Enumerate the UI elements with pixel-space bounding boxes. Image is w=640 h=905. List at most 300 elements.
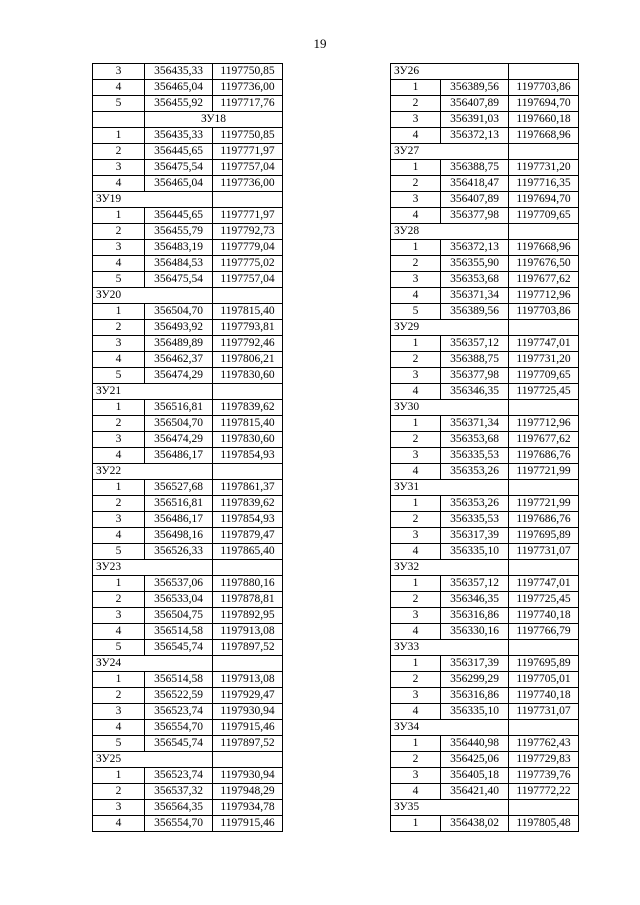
point-number-cell: 2 bbox=[93, 496, 145, 512]
y-coordinate-cell: 1197771,97 bbox=[213, 208, 283, 224]
parcel-label: ЗУ30 bbox=[391, 400, 509, 416]
parcel-header-row bbox=[93, 112, 283, 128]
table-row bbox=[93, 64, 283, 80]
table-row bbox=[93, 608, 283, 624]
parcel-label: ЗУ32 bbox=[391, 560, 509, 576]
table-row bbox=[391, 384, 579, 400]
y-coordinate-cell: 1197792,46 bbox=[213, 336, 283, 352]
table-row bbox=[391, 528, 579, 544]
x-coordinate-cell: 356335,10 bbox=[441, 544, 509, 560]
y-coordinate-cell: 1197930,94 bbox=[213, 768, 283, 784]
point-number-cell: 4 bbox=[391, 624, 441, 640]
y-coordinate-cell: 1197792,73 bbox=[213, 224, 283, 240]
y-coordinate-cell: 1197712,96 bbox=[509, 416, 579, 432]
table-row bbox=[93, 160, 283, 176]
x-coordinate-cell: 356405,18 bbox=[441, 768, 509, 784]
y-coordinate-cell: 1197948,29 bbox=[213, 784, 283, 800]
x-coordinate-cell: 356522,59 bbox=[145, 688, 213, 704]
empty-cell bbox=[509, 144, 579, 160]
y-coordinate-cell: 1197747,01 bbox=[509, 576, 579, 592]
table-row bbox=[93, 480, 283, 496]
y-coordinate-cell: 1197709,65 bbox=[509, 208, 579, 224]
table-row bbox=[93, 208, 283, 224]
table-row bbox=[93, 736, 283, 752]
point-number-cell: 3 bbox=[391, 688, 441, 704]
x-coordinate-cell: 356504,70 bbox=[145, 416, 213, 432]
x-coordinate-cell: 356475,54 bbox=[145, 272, 213, 288]
y-coordinate-cell: 1197736,00 bbox=[213, 80, 283, 96]
point-number-cell: 1 bbox=[391, 816, 441, 832]
point-number-cell: 1 bbox=[391, 160, 441, 176]
x-coordinate-cell: 356455,79 bbox=[145, 224, 213, 240]
table-row bbox=[93, 128, 283, 144]
y-coordinate-cell: 1197805,48 bbox=[509, 816, 579, 832]
table-row bbox=[391, 80, 579, 96]
x-coordinate-cell: 356438,02 bbox=[441, 816, 509, 832]
y-coordinate-cell: 1197750,85 bbox=[213, 64, 283, 80]
coordinates-table-right bbox=[390, 63, 579, 832]
y-coordinate-cell: 1197716,35 bbox=[509, 176, 579, 192]
x-coordinate-cell: 356353,68 bbox=[441, 272, 509, 288]
point-number-cell: 4 bbox=[93, 80, 145, 96]
x-coordinate-cell: 356391,03 bbox=[441, 112, 509, 128]
y-coordinate-cell: 1197793,81 bbox=[213, 320, 283, 336]
table-row bbox=[391, 592, 579, 608]
table-row bbox=[391, 448, 579, 464]
parcel-header-row bbox=[391, 720, 579, 736]
y-coordinate-cell: 1197668,96 bbox=[509, 128, 579, 144]
point-number-cell: 4 bbox=[391, 544, 441, 560]
parcel-header-row bbox=[391, 560, 579, 576]
point-number-cell: 1 bbox=[391, 336, 441, 352]
table-row bbox=[93, 224, 283, 240]
x-coordinate-cell: 356516,81 bbox=[145, 400, 213, 416]
point-number-cell: 1 bbox=[391, 656, 441, 672]
x-coordinate-cell: 356465,04 bbox=[145, 80, 213, 96]
x-coordinate-cell: 356554,70 bbox=[145, 816, 213, 832]
parcel-label: ЗУ25 bbox=[93, 752, 213, 768]
x-coordinate-cell: 356440,98 bbox=[441, 736, 509, 752]
y-coordinate-cell: 1197861,37 bbox=[213, 480, 283, 496]
y-coordinate-cell: 1197880,16 bbox=[213, 576, 283, 592]
parcel-label: ЗУ19 bbox=[93, 192, 213, 208]
table-row bbox=[391, 128, 579, 144]
point-number-cell: 2 bbox=[391, 432, 441, 448]
y-coordinate-cell: 1197703,86 bbox=[509, 80, 579, 96]
x-coordinate-cell: 356465,04 bbox=[145, 176, 213, 192]
y-coordinate-cell: 1197677,62 bbox=[509, 272, 579, 288]
table-row bbox=[391, 704, 579, 720]
y-coordinate-cell: 1197815,40 bbox=[213, 304, 283, 320]
x-coordinate-cell: 356445,65 bbox=[145, 144, 213, 160]
table-row bbox=[391, 768, 579, 784]
point-number-cell: 2 bbox=[93, 688, 145, 704]
x-coordinate-cell: 356346,35 bbox=[441, 592, 509, 608]
y-coordinate-cell: 1197854,93 bbox=[213, 448, 283, 464]
x-coordinate-cell: 356418,47 bbox=[441, 176, 509, 192]
x-coordinate-cell: 356330,16 bbox=[441, 624, 509, 640]
y-coordinate-cell: 1197913,08 bbox=[213, 672, 283, 688]
y-coordinate-cell: 1197879,47 bbox=[213, 528, 283, 544]
table-row bbox=[93, 336, 283, 352]
table-row bbox=[391, 272, 579, 288]
coordinates-table-left bbox=[92, 63, 283, 832]
x-coordinate-cell: 356533,04 bbox=[145, 592, 213, 608]
table-row bbox=[93, 320, 283, 336]
y-coordinate-cell: 1197897,52 bbox=[213, 736, 283, 752]
x-coordinate-cell: 356537,06 bbox=[145, 576, 213, 592]
y-coordinate-cell: 1197830,60 bbox=[213, 432, 283, 448]
table-row bbox=[93, 96, 283, 112]
point-number-cell: 3 bbox=[391, 768, 441, 784]
x-coordinate-cell: 356335,53 bbox=[441, 448, 509, 464]
x-coordinate-cell: 356372,13 bbox=[441, 128, 509, 144]
point-number-cell: 4 bbox=[93, 448, 145, 464]
point-number-cell: 2 bbox=[391, 752, 441, 768]
x-coordinate-cell: 356299,29 bbox=[441, 672, 509, 688]
point-number-cell: 2 bbox=[391, 512, 441, 528]
point-number-cell: 1 bbox=[93, 672, 145, 688]
table-row bbox=[391, 336, 579, 352]
point-number-cell: 3 bbox=[391, 368, 441, 384]
y-coordinate-cell: 1197913,08 bbox=[213, 624, 283, 640]
table-row bbox=[391, 816, 579, 832]
point-number-cell: 4 bbox=[391, 208, 441, 224]
x-coordinate-cell: 356514,58 bbox=[145, 672, 213, 688]
x-coordinate-cell: 356389,56 bbox=[441, 304, 509, 320]
table-row bbox=[391, 544, 579, 560]
table-row bbox=[93, 720, 283, 736]
point-number-cell: 3 bbox=[93, 608, 145, 624]
x-coordinate-cell: 356462,37 bbox=[145, 352, 213, 368]
x-coordinate-cell: 356445,65 bbox=[145, 208, 213, 224]
point-number-cell: 4 bbox=[93, 528, 145, 544]
y-coordinate-cell: 1197731,20 bbox=[509, 352, 579, 368]
y-coordinate-cell: 1197930,94 bbox=[213, 704, 283, 720]
y-coordinate-cell: 1197762,43 bbox=[509, 736, 579, 752]
x-coordinate-cell: 356526,33 bbox=[145, 544, 213, 560]
y-coordinate-cell: 1197660,18 bbox=[509, 112, 579, 128]
table-row bbox=[391, 752, 579, 768]
point-number-cell: 2 bbox=[93, 144, 145, 160]
y-coordinate-cell: 1197695,89 bbox=[509, 656, 579, 672]
table-row bbox=[93, 80, 283, 96]
x-coordinate-cell: 356335,53 bbox=[441, 512, 509, 528]
x-coordinate-cell: 356371,34 bbox=[441, 416, 509, 432]
parcel-header-row bbox=[93, 560, 283, 576]
y-coordinate-cell: 1197694,70 bbox=[509, 96, 579, 112]
point-number-cell: 3 bbox=[93, 160, 145, 176]
empty-cell bbox=[93, 112, 145, 128]
y-coordinate-cell: 1197731,07 bbox=[509, 544, 579, 560]
table-row bbox=[391, 512, 579, 528]
table-row bbox=[93, 544, 283, 560]
y-coordinate-cell: 1197695,89 bbox=[509, 528, 579, 544]
point-number-cell: 1 bbox=[93, 576, 145, 592]
x-coordinate-cell: 356489,89 bbox=[145, 336, 213, 352]
empty-cell bbox=[213, 192, 283, 208]
point-number-cell: 2 bbox=[93, 592, 145, 608]
parcel-label: ЗУ21 bbox=[93, 384, 213, 400]
x-coordinate-cell: 356353,68 bbox=[441, 432, 509, 448]
table-row bbox=[93, 640, 283, 656]
empty-cell bbox=[509, 720, 579, 736]
page-number: 19 bbox=[313, 36, 327, 51]
point-number-cell: 4 bbox=[391, 784, 441, 800]
parcel-label: ЗУ22 bbox=[93, 464, 213, 480]
point-number-cell: 2 bbox=[391, 176, 441, 192]
table-row bbox=[391, 160, 579, 176]
point-number-cell: 5 bbox=[93, 96, 145, 112]
table-row bbox=[391, 688, 579, 704]
table-row bbox=[391, 496, 579, 512]
table-row bbox=[93, 704, 283, 720]
y-coordinate-cell: 1197775,02 bbox=[213, 256, 283, 272]
parcel-label: ЗУ34 bbox=[391, 720, 509, 736]
y-coordinate-cell: 1197772,22 bbox=[509, 784, 579, 800]
x-coordinate-cell: 356484,53 bbox=[145, 256, 213, 272]
parcel-header-row bbox=[93, 464, 283, 480]
x-coordinate-cell: 356483,19 bbox=[145, 240, 213, 256]
parcel-header-row bbox=[93, 656, 283, 672]
x-coordinate-cell: 356316,86 bbox=[441, 688, 509, 704]
y-coordinate-cell: 1197747,01 bbox=[509, 336, 579, 352]
point-number-cell: 1 bbox=[391, 80, 441, 96]
y-coordinate-cell: 1197815,40 bbox=[213, 416, 283, 432]
point-number-cell: 3 bbox=[391, 112, 441, 128]
point-number-cell: 3 bbox=[93, 704, 145, 720]
point-number-cell: 4 bbox=[391, 704, 441, 720]
x-coordinate-cell: 356504,70 bbox=[145, 304, 213, 320]
x-coordinate-cell: 356435,33 bbox=[145, 64, 213, 80]
y-coordinate-cell: 1197771,97 bbox=[213, 144, 283, 160]
x-coordinate-cell: 356486,17 bbox=[145, 512, 213, 528]
point-number-cell: 2 bbox=[93, 320, 145, 336]
table-row bbox=[93, 688, 283, 704]
empty-cell bbox=[213, 384, 283, 400]
x-coordinate-cell: 356407,89 bbox=[441, 96, 509, 112]
y-coordinate-cell: 1197779,04 bbox=[213, 240, 283, 256]
table-row bbox=[93, 176, 283, 192]
parcel-header-row bbox=[391, 400, 579, 416]
table-row bbox=[93, 672, 283, 688]
parcel-label: ЗУ33 bbox=[391, 640, 509, 656]
point-number-cell: 3 bbox=[391, 528, 441, 544]
y-coordinate-cell: 1197731,20 bbox=[509, 160, 579, 176]
parcel-header-row bbox=[391, 64, 579, 80]
table-row bbox=[93, 816, 283, 832]
x-coordinate-cell: 356545,74 bbox=[145, 736, 213, 752]
table-row bbox=[93, 368, 283, 384]
x-coordinate-cell: 356316,86 bbox=[441, 608, 509, 624]
point-number-cell: 5 bbox=[93, 640, 145, 656]
table-row bbox=[391, 192, 579, 208]
y-coordinate-cell: 1197915,46 bbox=[213, 816, 283, 832]
table-row bbox=[391, 240, 579, 256]
x-coordinate-cell: 356388,75 bbox=[441, 160, 509, 176]
table-row bbox=[391, 288, 579, 304]
point-number-cell: 1 bbox=[93, 480, 145, 496]
point-number-cell: 4 bbox=[391, 464, 441, 480]
table-row bbox=[391, 432, 579, 448]
point-number-cell: 3 bbox=[391, 192, 441, 208]
empty-cell bbox=[509, 640, 579, 656]
parcel-header-row bbox=[391, 800, 579, 816]
table-row bbox=[391, 464, 579, 480]
table-row bbox=[93, 352, 283, 368]
x-coordinate-cell: 356389,56 bbox=[441, 80, 509, 96]
table-row bbox=[93, 448, 283, 464]
x-coordinate-cell: 356545,74 bbox=[145, 640, 213, 656]
y-coordinate-cell: 1197839,62 bbox=[213, 400, 283, 416]
table-row bbox=[391, 368, 579, 384]
x-coordinate-cell: 356504,75 bbox=[145, 608, 213, 624]
point-number-cell: 4 bbox=[391, 288, 441, 304]
parcel-header-row bbox=[391, 640, 579, 656]
parcel-label: ЗУ35 bbox=[391, 800, 509, 816]
point-number-cell: 4 bbox=[391, 384, 441, 400]
table-row bbox=[391, 256, 579, 272]
y-coordinate-cell: 1197705,01 bbox=[509, 672, 579, 688]
x-coordinate-cell: 356372,13 bbox=[441, 240, 509, 256]
point-number-cell: 2 bbox=[391, 672, 441, 688]
point-number-cell: 1 bbox=[93, 400, 145, 416]
x-coordinate-cell: 356388,75 bbox=[441, 352, 509, 368]
parcel-header-row bbox=[391, 480, 579, 496]
point-number-cell: 2 bbox=[391, 352, 441, 368]
y-coordinate-cell: 1197854,93 bbox=[213, 512, 283, 528]
point-number-cell: 3 bbox=[93, 64, 145, 80]
y-coordinate-cell: 1197709,65 bbox=[509, 368, 579, 384]
x-coordinate-cell: 356317,39 bbox=[441, 528, 509, 544]
empty-cell bbox=[213, 752, 283, 768]
y-coordinate-cell: 1197757,04 bbox=[213, 272, 283, 288]
table-row bbox=[93, 624, 283, 640]
point-number-cell: 5 bbox=[391, 304, 441, 320]
point-number-cell: 1 bbox=[391, 496, 441, 512]
y-coordinate-cell: 1197721,99 bbox=[509, 464, 579, 480]
y-coordinate-cell: 1197725,45 bbox=[509, 384, 579, 400]
table-row bbox=[391, 656, 579, 672]
coordinates-table-right-body bbox=[391, 64, 579, 832]
x-coordinate-cell: 356564,35 bbox=[145, 800, 213, 816]
table-row bbox=[391, 416, 579, 432]
table-row bbox=[391, 208, 579, 224]
point-number-cell: 2 bbox=[391, 256, 441, 272]
point-number-cell: 4 bbox=[93, 720, 145, 736]
x-coordinate-cell: 356486,17 bbox=[145, 448, 213, 464]
table-row bbox=[93, 528, 283, 544]
x-coordinate-cell: 356554,70 bbox=[145, 720, 213, 736]
y-coordinate-cell: 1197677,62 bbox=[509, 432, 579, 448]
empty-cell bbox=[509, 64, 579, 80]
table-row bbox=[93, 768, 283, 784]
point-number-cell: 1 bbox=[93, 304, 145, 320]
parcel-label: ЗУ31 bbox=[391, 480, 509, 496]
table-row bbox=[93, 576, 283, 592]
y-coordinate-cell: 1197717,76 bbox=[213, 96, 283, 112]
x-coordinate-cell: 356537,32 bbox=[145, 784, 213, 800]
y-coordinate-cell: 1197878,81 bbox=[213, 592, 283, 608]
table-row bbox=[93, 496, 283, 512]
table-row bbox=[93, 272, 283, 288]
x-coordinate-cell: 356474,29 bbox=[145, 432, 213, 448]
empty-cell bbox=[213, 656, 283, 672]
y-coordinate-cell: 1197686,76 bbox=[509, 448, 579, 464]
table-row bbox=[93, 512, 283, 528]
x-coordinate-cell: 356474,29 bbox=[145, 368, 213, 384]
point-number-cell: 3 bbox=[93, 336, 145, 352]
x-coordinate-cell: 356523,74 bbox=[145, 768, 213, 784]
parcel-header-row bbox=[93, 288, 283, 304]
y-coordinate-cell: 1197766,79 bbox=[509, 624, 579, 640]
x-coordinate-cell: 356527,68 bbox=[145, 480, 213, 496]
y-coordinate-cell: 1197694,70 bbox=[509, 192, 579, 208]
y-coordinate-cell: 1197830,60 bbox=[213, 368, 283, 384]
y-coordinate-cell: 1197736,00 bbox=[213, 176, 283, 192]
x-coordinate-cell: 356355,90 bbox=[441, 256, 509, 272]
y-coordinate-cell: 1197750,85 bbox=[213, 128, 283, 144]
empty-cell bbox=[509, 320, 579, 336]
parcel-header-row bbox=[93, 192, 283, 208]
x-coordinate-cell: 356498,16 bbox=[145, 528, 213, 544]
y-coordinate-cell: 1197915,46 bbox=[213, 720, 283, 736]
x-coordinate-cell: 356516,81 bbox=[145, 496, 213, 512]
parcel-header-row bbox=[391, 224, 579, 240]
point-number-cell: 2 bbox=[93, 416, 145, 432]
empty-cell bbox=[509, 560, 579, 576]
x-coordinate-cell: 356346,35 bbox=[441, 384, 509, 400]
parcel-label: ЗУ29 bbox=[391, 320, 509, 336]
parcel-header-row bbox=[93, 384, 283, 400]
y-coordinate-cell: 1197731,07 bbox=[509, 704, 579, 720]
parcel-label: ЗУ23 bbox=[93, 560, 213, 576]
y-coordinate-cell: 1197729,83 bbox=[509, 752, 579, 768]
point-number-cell: 3 bbox=[391, 448, 441, 464]
x-coordinate-cell: 356357,12 bbox=[441, 336, 509, 352]
x-coordinate-cell: 356425,06 bbox=[441, 752, 509, 768]
empty-cell bbox=[213, 560, 283, 576]
table-row bbox=[391, 736, 579, 752]
y-coordinate-cell: 1197712,96 bbox=[509, 288, 579, 304]
table-row bbox=[391, 96, 579, 112]
x-coordinate-cell: 356377,98 bbox=[441, 368, 509, 384]
x-coordinate-cell: 356475,54 bbox=[145, 160, 213, 176]
point-number-cell: 2 bbox=[391, 96, 441, 112]
x-coordinate-cell: 356371,34 bbox=[441, 288, 509, 304]
point-number-cell: 2 bbox=[93, 784, 145, 800]
point-number-cell: 4 bbox=[391, 128, 441, 144]
point-number-cell: 3 bbox=[93, 512, 145, 528]
point-number-cell: 1 bbox=[391, 416, 441, 432]
x-coordinate-cell: 356407,89 bbox=[441, 192, 509, 208]
point-number-cell: 1 bbox=[93, 128, 145, 144]
table-row bbox=[93, 400, 283, 416]
point-number-cell: 4 bbox=[93, 256, 145, 272]
x-coordinate-cell: 356435,33 bbox=[145, 128, 213, 144]
point-number-cell: 3 bbox=[93, 240, 145, 256]
parcel-label: ЗУ28 bbox=[391, 224, 509, 240]
empty-cell bbox=[213, 464, 283, 480]
point-number-cell: 1 bbox=[391, 240, 441, 256]
point-number-cell: 4 bbox=[93, 352, 145, 368]
y-coordinate-cell: 1197934,78 bbox=[213, 800, 283, 816]
x-coordinate-cell: 356455,92 bbox=[145, 96, 213, 112]
x-coordinate-cell: 356353,26 bbox=[441, 464, 509, 480]
empty-cell bbox=[509, 480, 579, 496]
table-row bbox=[93, 144, 283, 160]
empty-cell bbox=[509, 224, 579, 240]
